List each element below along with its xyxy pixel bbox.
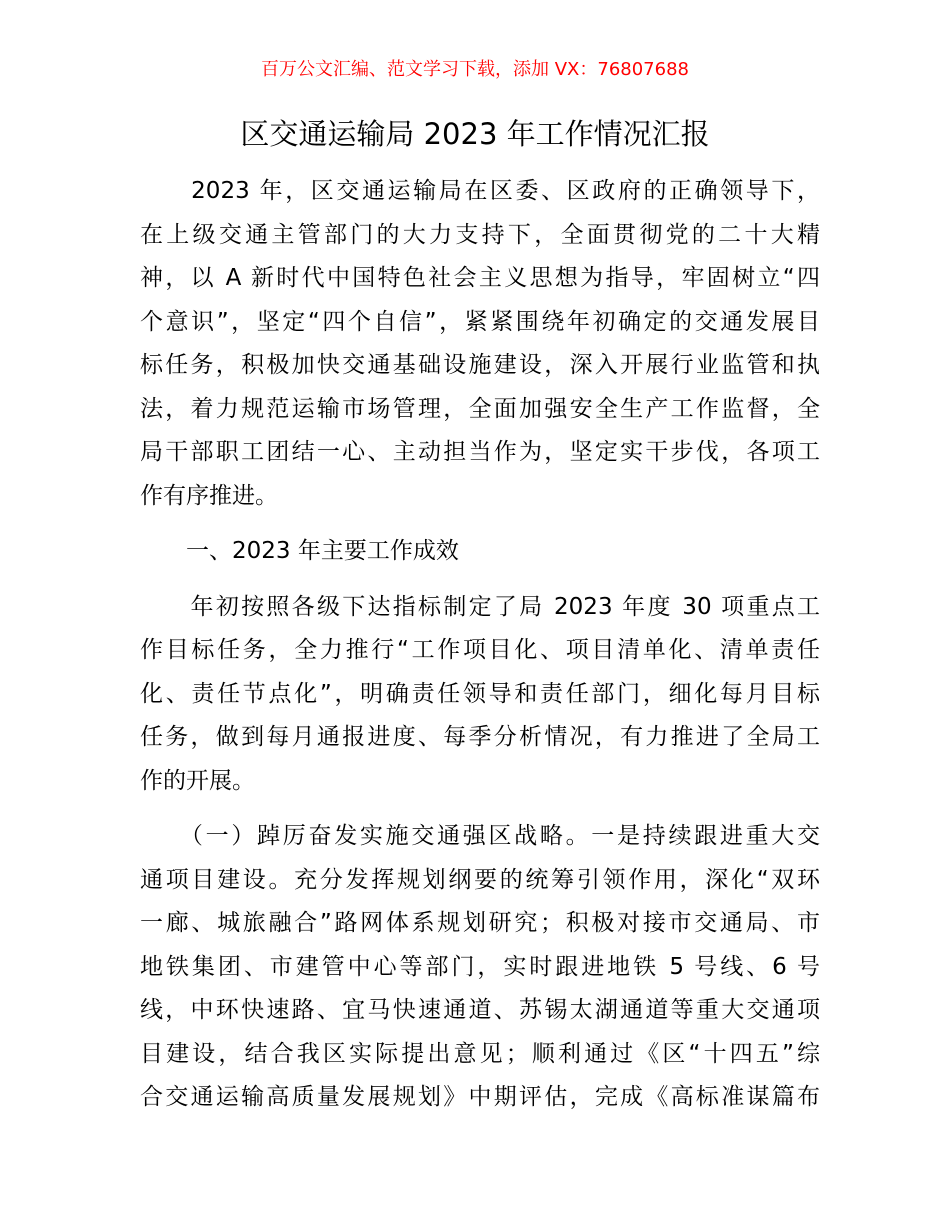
text-line: 线，中环快速路、宜马快速通道、苏锡太湖通道等重大交通项 [140, 997, 820, 1023]
text-line: 合交通运输高质量发展规划》中期评估，完成《高标准谋篇布 [140, 1084, 820, 1110]
text-line: 神，以 A 新时代中国特色社会主义思想为指导，牢固树立“四 [140, 265, 820, 291]
text-line: 目建设，结合我区实际提出意见；顺利通过《区“十四五”综 [140, 1040, 820, 1067]
document-body [140, 170, 820, 1120]
text-line: 在上级交通主管部门的大力支持下，全面贯彻党的二十大精 [140, 221, 820, 248]
text-line: 法，着力规范运输市场管理，全面加强安全生产工作监督，全 [140, 395, 820, 422]
text-line: 标任务，积极加快交通基础设施建设，深入开展行业监管和执 [140, 352, 820, 378]
text-line: 局干部职工团结一心、主动担当作为，坚定实干步伐，各项工 [140, 439, 820, 465]
text-line: 个意识”，坚定“四个自信”，紧紧围绕年初确定的交通发展目 [140, 308, 820, 335]
text-line: 通项目建设。充分发挥规划纲要的统筹引领作用，深化“双环 [140, 866, 820, 893]
text-line: 化、责任节点化”，明确责任领导和责任部门，细化每月目标 [140, 680, 820, 707]
text-line: 任务，做到每月通报进度、每季分析情况，有力推进了全局工 [140, 724, 820, 750]
text-line: 地铁集团、市建管中心等部门，实时跟进地铁 5 号线、6 号 [140, 953, 820, 980]
text-line: 2023 年，区交通运输局在区委、区政府的正确领导下， [140, 178, 820, 204]
section-heading-text: 一、2023 年主要工作成效 [140, 538, 459, 564]
paragraph-strategy [140, 815, 820, 1120]
paragraph-targets [140, 586, 820, 804]
text-line: 年初按照各级下达指标制定了局 2023 年度 30 项重点工 [140, 593, 820, 620]
watermark-banner: 百万公文汇编、范文学习下载，添加 VX：76807688 [261, 59, 689, 80]
text-line: 一廊、城旅融合”路网体系规划研究；积极对接市交通局、市 [140, 910, 820, 936]
text-line: 作目标任务，全力推行“工作项目化、项目清单化、清单责任 [140, 637, 820, 663]
text-line: 作有序推进。 [140, 482, 278, 509]
text-line: （一）踔厉奋发实施交通强区战略。一是持续跟进重大交 [140, 823, 820, 849]
document-title: 区交通运输局 2023 年工作情况汇报 [240, 117, 710, 151]
paragraph-intro [140, 170, 820, 518]
text-line: 作的开展。 [140, 767, 255, 794]
section-heading [140, 530, 820, 574]
